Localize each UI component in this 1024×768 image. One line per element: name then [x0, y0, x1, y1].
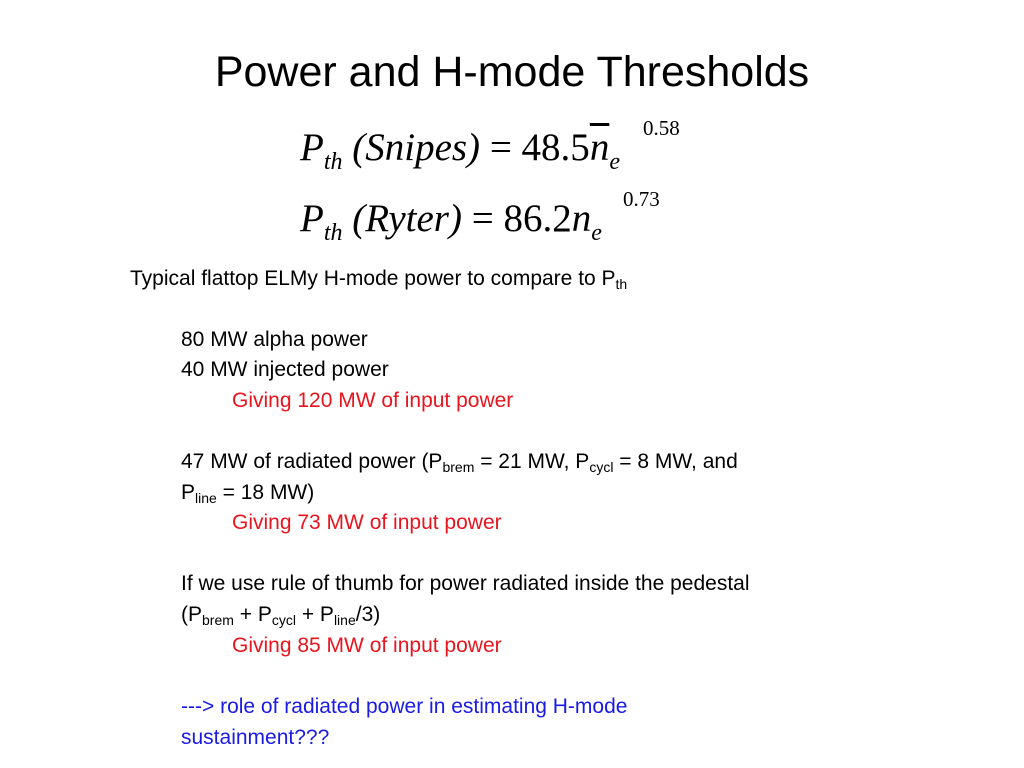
- eq-subscript: th: [323, 149, 343, 175]
- radiated-sub-line: line: [195, 490, 217, 506]
- giving-73: Giving 73 MW of input power: [232, 511, 502, 534]
- giving-85: Giving 85 MW of input power: [232, 634, 502, 657]
- thumb-line-1: If we use rule of thumb for power radiated inside the pedestal: [181, 572, 750, 595]
- giving-120: Giving 120 MW of input power: [232, 389, 514, 412]
- radiated-text-a: 47 MW of radiated power (P: [181, 450, 443, 473]
- eq-exponent: 0.73: [623, 187, 660, 211]
- equation-ryter: [300, 187, 660, 246]
- intro-subscript: th: [615, 276, 628, 292]
- radiated-text-e: = 18 MW): [216, 481, 315, 504]
- conclusion-line-1: ---> role of radiated power in estimating H-mode: [181, 695, 628, 718]
- intro-text: Typical flattop ELMy H-mode power to compare to P: [130, 267, 616, 290]
- thumb-text-b: + P: [233, 603, 272, 626]
- eq-subscript: th: [323, 220, 343, 246]
- eq-exponent: 0.58: [643, 116, 680, 140]
- radiated-text-d: P: [181, 481, 196, 504]
- eq-name: (Ryter): [352, 197, 462, 240]
- injected-power: 40 MW injected power: [181, 358, 389, 381]
- intro-line: [130, 264, 627, 300]
- eq-coefficient: = 48.5: [489, 126, 590, 169]
- alpha-power: 80 MW alpha power: [181, 328, 368, 351]
- equation-snipes: [300, 116, 680, 175]
- radiated-sub-brem: brem: [442, 459, 475, 475]
- eq-coefficient: = 86.2: [471, 197, 572, 240]
- radiated-text-b: = 21 MW, P: [474, 450, 590, 473]
- radiated-sub-cycl: cycl: [589, 459, 614, 475]
- thumb-sub-cycl: cycl: [271, 612, 296, 628]
- eq-symbol: P: [300, 126, 324, 169]
- eq-variable: n: [571, 197, 592, 240]
- eq-symbol: P: [300, 197, 324, 240]
- thumb-sub-brem: brem: [202, 612, 234, 628]
- conclusion-line-2: sustainment???: [181, 726, 330, 749]
- eq-variable-subscript: e: [591, 220, 602, 246]
- slide-title: Power and H-mode Thresholds: [214, 48, 810, 96]
- eq-variable-subscript: e: [609, 149, 620, 175]
- thumb-text-a: (P: [181, 603, 202, 626]
- eq-name: (Snipes): [352, 126, 481, 169]
- radiated-text-c: = 8 MW, and: [613, 450, 738, 473]
- eq-variable: $\overline{n}$: [589, 126, 610, 169]
- thumb-sub-line: line: [333, 612, 356, 628]
- thumb-text-d: /3): [355, 603, 381, 626]
- thumb-text-c: + P: [295, 603, 334, 626]
